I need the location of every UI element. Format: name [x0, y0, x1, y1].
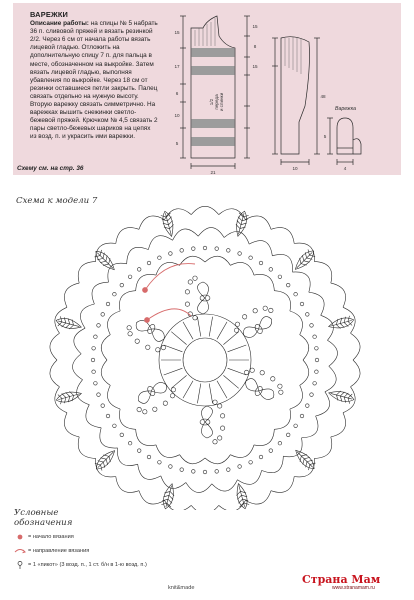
bow-wing	[241, 322, 260, 340]
picot-dot	[286, 433, 290, 437]
bow-wing	[197, 282, 208, 298]
picot-dot	[158, 461, 162, 465]
sweater-pattern	[180, 16, 250, 169]
middle-arch	[92, 282, 109, 304]
inner-arch	[119, 409, 135, 429]
watermark	[302, 573, 380, 591]
sleeve-hatching	[285, 37, 301, 74]
legend-text-start: = начало вязания	[28, 534, 74, 540]
dim-right-3: 48	[320, 94, 326, 99]
center-spoke	[171, 375, 186, 388]
dim-right-5: 4	[343, 166, 347, 171]
picot-dot	[94, 335, 98, 339]
picot-dot	[97, 324, 101, 328]
bow-motif	[130, 376, 181, 419]
outer-arch	[50, 360, 60, 387]
picot-dot	[300, 302, 304, 306]
outer-arch	[219, 209, 246, 220]
center-spoke	[183, 381, 193, 398]
bow-picot	[277, 383, 283, 389]
leaf-motif	[327, 388, 355, 404]
outer-arch	[165, 500, 192, 510]
dim-left-4: 10	[174, 113, 180, 118]
bow-wing	[197, 298, 208, 314]
dim-right-2: 15	[252, 64, 258, 69]
picot-dot	[315, 370, 319, 374]
bow-picot	[220, 414, 224, 418]
outer-arch	[331, 413, 346, 437]
outer-arch	[351, 360, 361, 387]
picot-dot	[300, 414, 304, 418]
front-label-2: переда	[214, 94, 219, 110]
bow-picot	[162, 400, 168, 406]
picot-dot	[113, 292, 117, 296]
bow-picot	[220, 426, 224, 430]
picot-dot	[294, 424, 298, 428]
scheme-reference: Схему см. на стр. 36	[17, 165, 84, 172]
leaf-motif	[292, 447, 317, 472]
middle-arch	[249, 241, 272, 256]
picot-dot	[192, 470, 196, 474]
bow-picot	[270, 376, 276, 382]
bow-wing	[201, 406, 212, 422]
picot-dot	[147, 261, 151, 265]
picot-dot	[227, 468, 231, 472]
pattern-labels	[174, 24, 356, 175]
picot-dot	[128, 441, 132, 445]
picot-dot	[128, 275, 132, 279]
picot-dot	[313, 335, 317, 339]
bow-picot	[218, 404, 222, 408]
outer-arch	[78, 262, 95, 284]
picot-icon	[14, 560, 26, 570]
bow-wing	[201, 422, 212, 438]
center-spoke	[217, 322, 227, 339]
dim-left-5: 5	[175, 141, 179, 146]
bow-motif	[185, 276, 210, 320]
direction-arrow	[147, 309, 191, 320]
inner-arch	[156, 445, 180, 458]
center-spoke	[223, 375, 238, 388]
diagram-title: Схема к модели 7	[16, 196, 98, 206]
picot-dot	[169, 252, 173, 256]
inner-arch	[205, 256, 230, 265]
outer-arch	[78, 437, 95, 459]
picot-dot	[94, 382, 98, 386]
dim-bottom-1: 21	[210, 170, 216, 175]
bow-picot	[142, 409, 148, 415]
picot-dot	[120, 283, 124, 287]
picot-dot	[147, 455, 151, 459]
leaf-motif	[327, 315, 355, 331]
article-subtitle: Описание работы:	[30, 20, 89, 28]
bow-picot	[188, 280, 192, 284]
bow-picot	[234, 327, 240, 333]
start-dot-icon	[14, 532, 26, 542]
start-dot	[145, 318, 150, 323]
dim-left-3: 6	[175, 91, 179, 96]
dim-right-1: 15	[252, 24, 258, 29]
middle-arch	[73, 354, 83, 380]
doily-lines	[50, 206, 360, 510]
inner-arch	[274, 409, 290, 429]
bow-picot	[152, 406, 158, 412]
outer-arch	[64, 283, 79, 307]
picot-dot	[101, 313, 105, 317]
article-title: ВАРЕЖКИ	[30, 10, 69, 19]
start-markers	[143, 264, 195, 323]
leaf-motif	[93, 447, 118, 472]
picot-dot	[315, 358, 319, 362]
mitten-pattern	[327, 118, 361, 165]
middle-arch	[325, 366, 336, 392]
bow-picot	[213, 440, 217, 444]
middle-arch	[173, 229, 199, 240]
picot-dot	[227, 249, 231, 253]
picot-dot	[249, 461, 253, 465]
bow-picot	[213, 400, 217, 404]
picot-dot	[120, 433, 124, 437]
picot-dot	[92, 370, 96, 374]
center-spoke	[164, 345, 183, 352]
direction-arrow-icon	[14, 546, 26, 556]
middle-arch	[293, 272, 311, 292]
direction-arrow	[145, 264, 195, 290]
outer-arch	[331, 283, 346, 307]
bow-wing	[148, 326, 167, 344]
bow-picot	[126, 325, 132, 331]
bow-picot	[259, 370, 265, 376]
dim-left-6: 8	[253, 44, 257, 49]
dim-right-4: 5	[323, 134, 327, 139]
outer-arch	[294, 458, 314, 477]
inner-arch	[300, 360, 309, 385]
picot-dot	[215, 470, 219, 474]
picot-dot	[137, 449, 141, 453]
leaf-motif	[55, 389, 83, 405]
picot-dot	[192, 247, 196, 251]
leaf-motif	[233, 210, 249, 238]
outer-arch	[314, 437, 331, 459]
center-spoke	[197, 317, 200, 337]
picot-dot	[180, 468, 184, 472]
picot-dot	[286, 283, 290, 287]
picot-dot	[101, 404, 105, 408]
inner-arch	[230, 445, 254, 458]
bow-wing	[136, 388, 155, 406]
leaf-motif	[161, 482, 177, 510]
bow-picot	[268, 307, 274, 313]
picot-dot	[278, 275, 282, 279]
bow-wing	[257, 384, 276, 402]
bow-wing	[134, 318, 153, 336]
bow-picot	[234, 321, 240, 327]
middle-arch	[80, 304, 94, 328]
middle-arch	[161, 476, 186, 489]
picot-dot	[269, 268, 273, 272]
middle-arch	[117, 448, 137, 466]
leaf-motif	[160, 210, 176, 238]
middle-arch	[316, 392, 330, 416]
bow-picot	[185, 302, 189, 306]
inner-arch	[101, 360, 110, 385]
outer-arch	[191, 505, 218, 510]
instructions-text	[30, 11, 158, 142]
bow-picot	[145, 344, 151, 350]
center-spoke	[183, 322, 193, 339]
bow-wing	[150, 380, 169, 398]
middle-arch	[77, 380, 90, 405]
instructions-panel	[13, 3, 401, 175]
picot-dot	[158, 256, 162, 260]
outer-arch	[139, 216, 165, 229]
outer-arch	[271, 477, 294, 493]
middle-arch	[74, 328, 85, 354]
inner-arch	[290, 311, 303, 335]
inner-arch	[107, 311, 120, 335]
picot-dot	[259, 455, 263, 459]
inner-arch	[136, 429, 156, 445]
picot-dot	[91, 358, 95, 362]
picot-dot	[310, 324, 314, 328]
center-spoke	[223, 332, 238, 345]
picot-dot	[113, 424, 117, 428]
bow-motif	[237, 363, 288, 406]
bow-picot	[242, 314, 248, 320]
bow-picot	[170, 393, 176, 399]
bow-picot	[218, 436, 222, 440]
leaf-rib	[306, 464, 312, 470]
picot-dot	[106, 414, 110, 418]
outer-arch	[116, 228, 139, 244]
picot-dot	[249, 256, 253, 260]
outer-arch	[50, 333, 60, 360]
picot-dot	[203, 470, 207, 474]
front-label-1: 1/2	[209, 98, 214, 106]
middle-arch	[100, 428, 118, 448]
outer-arch	[271, 228, 294, 244]
legend-text-picot: = 1 «пикот» (3 возд. п., 1 ст. б/н в 1-ю возд. п.)	[28, 562, 147, 568]
picot-dot	[238, 465, 242, 469]
bow-picot	[134, 338, 140, 344]
center-spoke	[164, 368, 183, 375]
middle-arch	[127, 247, 149, 264]
inner-arch	[101, 335, 110, 360]
watermark-text: Страна Мам	[302, 573, 381, 586]
bow-picot	[193, 316, 197, 320]
inner-arch	[300, 335, 309, 360]
inner-arch	[290, 385, 303, 409]
picot-dot	[306, 404, 310, 408]
center-spoke	[228, 368, 247, 375]
bow-picot	[127, 331, 133, 337]
bow-picot	[278, 389, 284, 395]
picot-dot	[238, 252, 242, 256]
bow-motif	[200, 400, 225, 444]
legend-text-direction: = направление вязания	[28, 548, 90, 554]
leaf-rib	[104, 459, 110, 465]
mitten-label: Варежка	[335, 106, 356, 112]
bow-picot	[185, 290, 189, 294]
sleeve-pattern	[272, 37, 320, 165]
brand-name: knit&made	[168, 585, 195, 591]
bow-motif	[230, 301, 281, 344]
center-spoke	[197, 384, 200, 404]
outer-arch	[191, 206, 218, 214]
crochet-doily-diagram	[0, 200, 414, 510]
center-spoke	[228, 345, 247, 352]
picot-dot	[269, 449, 273, 453]
middle-arch	[224, 231, 249, 244]
middle-arch	[321, 315, 334, 340]
center-spoke	[171, 332, 186, 345]
leaf-rib	[98, 465, 104, 471]
bow-picot	[170, 387, 176, 393]
leaf-rib	[101, 456, 107, 462]
center-spoke	[209, 317, 212, 337]
bow-picot	[252, 308, 258, 314]
middle-arch	[302, 416, 319, 438]
middle-arch	[309, 292, 324, 315]
center-ring	[183, 338, 227, 382]
bow-picot	[193, 276, 197, 280]
inner-arch	[274, 291, 290, 311]
leaf-motif	[292, 247, 317, 272]
picot-dot	[97, 393, 101, 397]
middle-arch	[272, 254, 292, 272]
outer-arch	[139, 491, 165, 504]
middle-arch	[86, 405, 101, 428]
outer-arch	[351, 333, 361, 360]
outer-arch	[96, 243, 116, 262]
picot-dot	[169, 465, 173, 469]
middle-arch	[262, 456, 284, 473]
stripe-bands	[191, 48, 234, 146]
outer-arch	[116, 477, 139, 493]
outer-arch	[314, 262, 331, 284]
picot-dot	[259, 261, 263, 265]
picot-dot	[278, 441, 282, 445]
dim-left-2: 17	[174, 64, 180, 69]
inner-arch	[254, 274, 274, 290]
picot-dot	[106, 302, 110, 306]
middle-arch	[138, 464, 161, 479]
dim-bottom-2: 10	[292, 166, 298, 171]
leaf-motif	[92, 248, 117, 273]
leaf-motif	[55, 316, 83, 332]
middle-arch	[327, 340, 337, 366]
outer-arch	[246, 491, 272, 504]
front-label-3: и спинки	[219, 92, 224, 112]
picot-dot	[306, 313, 310, 317]
center-spoke	[209, 384, 212, 404]
sewing-pattern-diagram	[163, 6, 403, 178]
leaf-motif	[234, 482, 250, 510]
bow-picot	[136, 407, 142, 413]
middle-arch	[212, 480, 238, 491]
inner-arch	[180, 455, 205, 464]
picot-dot	[310, 393, 314, 397]
inner-arch	[254, 429, 274, 445]
article-body: на спицы № 5 набрать 36 п. сливовой пряжей и вязать резинкой 2/2. Через 6 см от начала работы вязать лицевой гладью. Отложить на дополнительную спицу 7 п. для пальца в месте, обозначенном на выкройке. Затем вязать лицевой гладью, выполняя убавления по выкройке. Через 18 см от резинки оставшиеся петли закрыть. Палец связать отдельно на нужную высоту. Вторую варежку связать симметрично. На варежках вышить снежинки светло-бежевой пряжей. Крючком № 4,5 связать 2 пары светло-бежевых шариков на цепях из возд. п. и украсить ими варежки.	[30, 20, 158, 141]
watermark-url: www.stranamam.ru	[332, 585, 375, 591]
middle-arch	[186, 483, 212, 493]
outer-arch	[246, 216, 272, 229]
outer-arch	[64, 413, 79, 437]
inner-arch	[230, 262, 254, 275]
leaf-rib	[301, 459, 307, 465]
legend-title: Условные обозначения	[14, 508, 73, 528]
dim-left-1: 15	[174, 30, 180, 35]
bow-wing	[243, 376, 262, 394]
start-dot	[143, 288, 148, 293]
bow-picot	[262, 305, 268, 311]
bow-wing	[255, 314, 274, 332]
inner-arch	[119, 291, 135, 311]
center-spoke	[217, 381, 227, 398]
picot-dot	[215, 247, 219, 251]
inner-arch	[107, 385, 120, 409]
middle-arch	[237, 470, 261, 484]
picot-dot	[294, 292, 298, 296]
picot-dot	[313, 382, 317, 386]
picot-dot	[180, 249, 184, 253]
picot-dot	[315, 347, 319, 351]
middle-arch	[198, 228, 224, 238]
rib-hatching	[195, 18, 215, 46]
picot-dot	[137, 268, 141, 272]
picot-dot	[92, 347, 96, 351]
picot-dot	[203, 246, 207, 250]
middle-arch	[148, 236, 172, 250]
inner-arch	[205, 455, 230, 464]
